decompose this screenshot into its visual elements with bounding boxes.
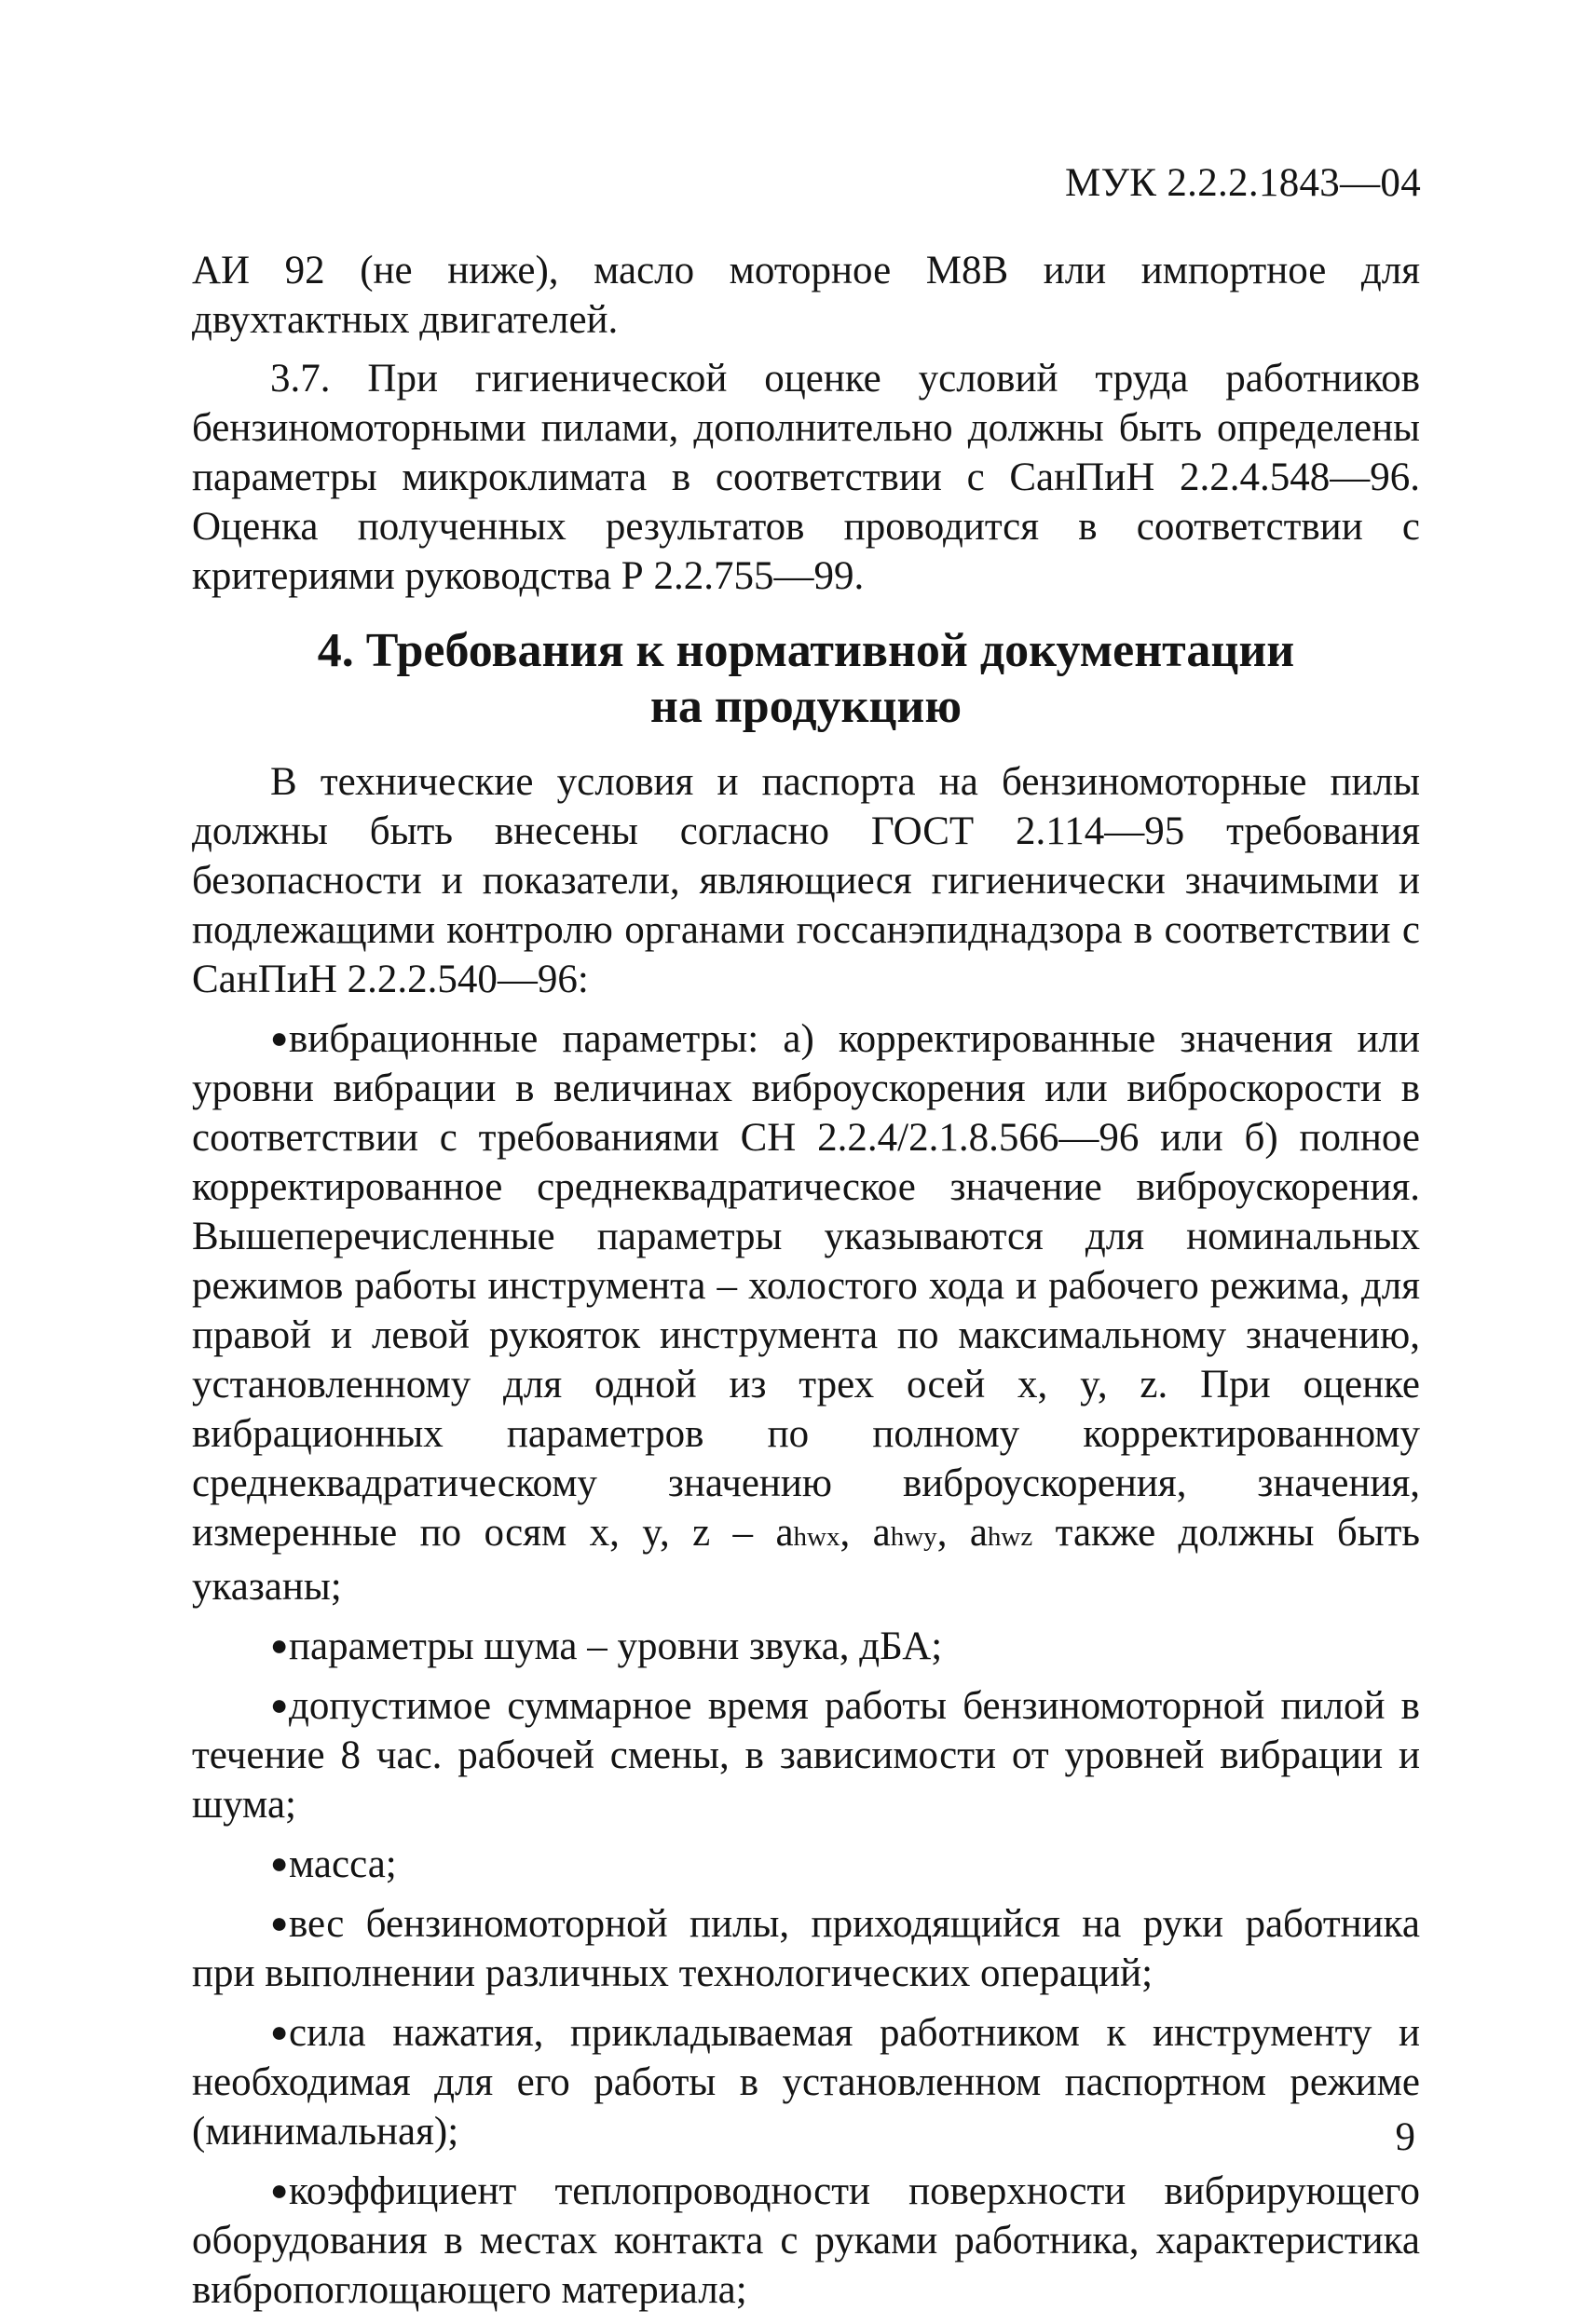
list-item-mass (192, 1839, 1420, 1889)
list-item-text: сила нажатия, прикладываемая работником к инструменту и необходимая для его работы в установленном паспортном режиме (минимальная); (192, 2011, 1420, 2154)
bullet-icon: ● (270, 1906, 289, 1939)
list-item-text-tail: также должны быть указаны; (192, 1511, 1420, 1609)
list-item-text: коэффициент теплопроводности поверхности вибрирующего оборудования в местах контакта с руками работника, характеристика вибропоглощающего материала; (192, 2169, 1420, 2312)
axis-symbol-x: ahwx (775, 1511, 840, 1555)
list-item-text: масса; (289, 1842, 397, 1886)
axis-symbol-y: ahwy (872, 1511, 937, 1555)
list-item-pressing-force (192, 2007, 1420, 2156)
separator: , (840, 1511, 873, 1555)
list-item-thermal-conductivity (192, 2166, 1420, 2315)
list-item-text: вес бензиномоторной пилы, приходящийся на руки работника при выполнении различных технологических операций; (192, 1902, 1420, 1995)
bullet-icon: ● (270, 1021, 289, 1054)
bullet-icon: ● (270, 1628, 289, 1662)
axis-symbol-z: ahwz (969, 1511, 1033, 1555)
section-heading-line-2: на продукцию (649, 680, 962, 733)
section-heading (192, 623, 1420, 735)
document-code: МУК 2.2.2.1843—04 (1065, 161, 1421, 205)
bullet-icon: ● (270, 2173, 289, 2207)
section-heading-line-1: 4. Требования к нормативной документации (317, 624, 1295, 677)
paragraph-3-7: 3.7. При гигиенической оценке условий труда работников бензиномоторными пилами, дополнительно должны быть определены параметры микроклимата в соответствии с СанПиН 2.2.4.548—96. Оценка полученных результатов проводится в соответствии с критериями руководства Р 2.2.755—99. (192, 357, 1420, 598)
continuation-paragraph: АИ 92 (не ниже), масло моторное М8В или импортное для двухтактных двигателей. (192, 249, 1420, 342)
list-item-text: вибрационные параметры: а) корректированные значения или уровни вибрации в величинах виброускорения или виброскорости в соответствии с требованиями СН 2.2.4/2.1.8.566—96 или б) полное корректированное среднеквадратическое значение виброускорения. Вышеперечисленные параметры указываются для номинальных режимов работы инструмента – холостого хода и рабочего режима, для правой и левой рукояток инструмента по максимальному значению, установленному для одной из трех осей x, y, z. При оценке вибрационных параметров по полному корректированному среднеквадратическому значению виброускорения, значения, измеренные по осям x, y, z – (192, 1017, 1420, 1555)
bullet-icon: ● (270, 1846, 289, 1880)
list-item-vibration (192, 1013, 1420, 1611)
list-item-text: параметры шума – уровни звука, дБА; (289, 1624, 943, 1668)
bullet-icon: ● (270, 1688, 289, 1721)
requirements-list (192, 1013, 1420, 2315)
list-item-text: допустимое суммарное время работы бензиномоторной пилой в течение 8 час. рабочей смены, в зависимости от уровней вибрации и шума; (192, 1684, 1420, 1827)
page-content (192, 246, 1420, 2324)
list-item-noise (192, 1621, 1420, 1671)
bullet-icon: ● (270, 2015, 289, 2048)
separator: , (936, 1511, 970, 1555)
list-item-weight-on-hands (192, 1898, 1420, 1998)
section-intro-paragraph: В технические условия и паспорта на бензиномоторные пилы должны быть внесены согласно ГОСТ 2.114—95 требования безопасности и показатели, являющиеся гигиенически значимыми и подлежащими контролю органами госсанэпиднадзора в соответствии с СанПиН 2.2.2.540—96: (192, 760, 1420, 1001)
list-item-work-time (192, 1680, 1420, 1829)
page-number: 9 (1395, 2115, 1415, 2159)
